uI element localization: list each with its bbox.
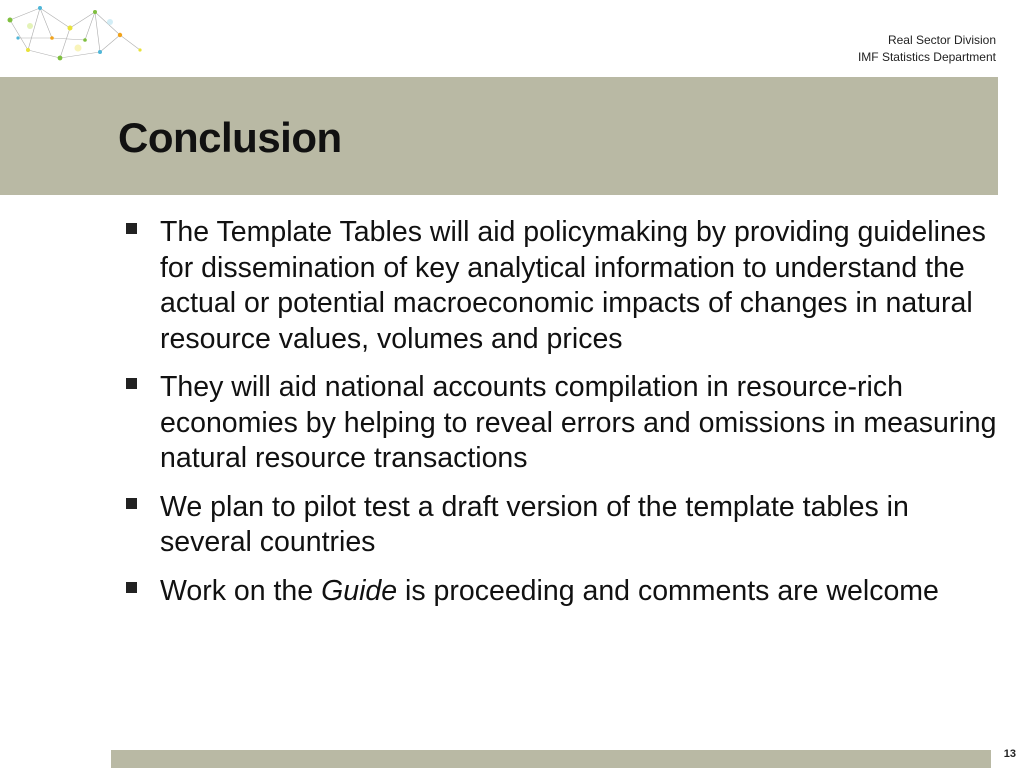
header-info xyxy=(858,32,996,66)
footer-band xyxy=(111,750,991,768)
square-bullet-icon xyxy=(126,582,137,593)
slide-title: Conclusion xyxy=(118,114,342,161)
bullet-item-guide xyxy=(122,574,1002,610)
square-bullet-icon xyxy=(126,498,137,509)
department-label: IMF Statistics Department xyxy=(857,50,996,64)
bullet-item-pilot-test xyxy=(122,490,1002,561)
guide-emphasis: Guide xyxy=(321,574,398,607)
bullet-text-tail: is proceeding and comments are welcome xyxy=(397,574,939,607)
bullet-text: The Template Tables will aid policymaking by providing guidelines for dissemination of key analytical information to understand the actual or potential macroeconomic impacts of changes in natural resource values, volumes and prices xyxy=(160,216,986,355)
bullet-text: We plan to pilot test a draft version of the template tables in several countries xyxy=(160,490,909,558)
page-number: 13 xyxy=(1003,748,1016,760)
bullet-text-lead: Work on the xyxy=(160,574,322,607)
bullet-item-policymaking xyxy=(122,215,1002,357)
bullet-text: They will aid national accounts compilation in resource-rich economies by helping to reveal errors and omissions in measuring natural resource transactions xyxy=(160,371,997,474)
division-label: Real Sector Division xyxy=(887,33,996,47)
bullet-list xyxy=(122,215,1002,622)
bullet-item-compilation xyxy=(122,370,1002,477)
square-bullet-icon xyxy=(126,223,137,234)
network-logo xyxy=(0,0,160,78)
square-bullet-icon xyxy=(126,378,137,389)
